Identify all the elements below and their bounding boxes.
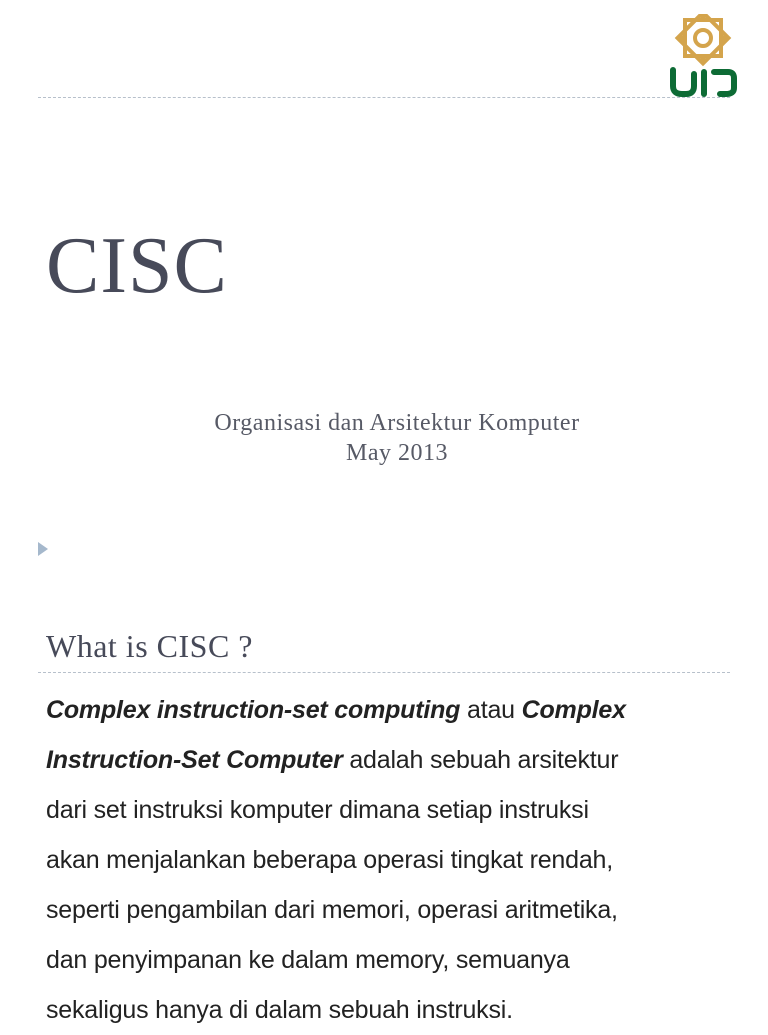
definition-paragraph	[46, 685, 736, 1035]
slide-subtitle	[0, 408, 768, 468]
term-instruction-set-computer: Instruction-Set Computer	[46, 746, 343, 774]
section-heading: What is CISC ?	[46, 628, 253, 664]
triangle-bullet-icon	[38, 542, 48, 556]
paragraph-text: adalah sebuah arsitektur	[342, 746, 619, 774]
paragraph-line-6: dan penyimpanan ke dalam memory, semuanya	[46, 946, 570, 974]
paragraph-line-3: dari set instruksi komputer dimana setiap instruksi	[46, 796, 589, 824]
term-complex-instruction-set-computing: Complex instruction-set computing	[46, 696, 461, 724]
content-slide	[0, 532, 768, 1024]
paragraph-line-4: akan menjalankan beberapa operasi tingkat rendah,	[46, 846, 613, 874]
slide-title: CISC	[46, 222, 228, 310]
subtitle-course: Organisasi dan Arsitektur Komputer	[214, 410, 580, 436]
paragraph-line-2	[46, 735, 736, 785]
paragraph-line-7: sekaligus hanya di dalam sebuah instruksi.	[46, 996, 513, 1024]
heading-divider	[38, 672, 730, 673]
term-complex: Complex	[521, 696, 626, 724]
header-divider	[38, 97, 730, 98]
connector-text: atau	[460, 696, 522, 724]
paragraph-line-1	[46, 685, 736, 735]
subtitle-date: May 2013	[346, 440, 448, 466]
uin-logo	[668, 14, 738, 98]
paragraph-line-5: seperti pengambilan dari memori, operasi aritmetika,	[46, 896, 618, 924]
